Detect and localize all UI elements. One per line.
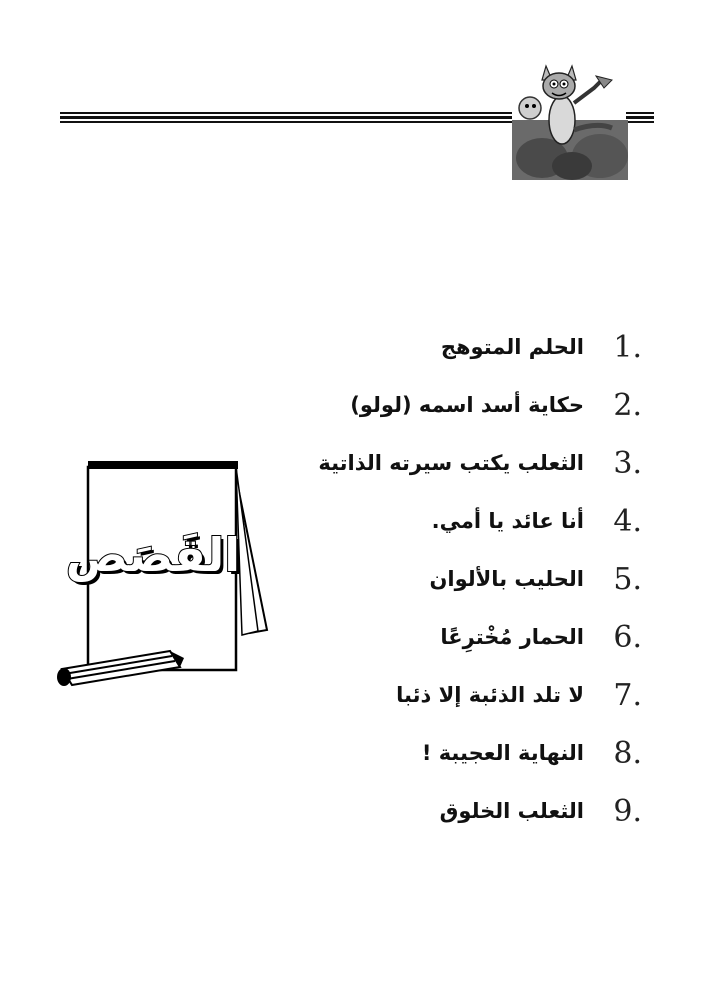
item-number: 1. [613,329,642,365]
list-item [282,608,642,666]
item-title: لا تلد الذئبة إلا ذئبا [396,683,584,707]
item-title: الحمار مُخْترِعًا [440,625,584,649]
cartoon-fox-icon [512,58,628,180]
item-number: 5. [613,561,642,597]
item-number: 2. [613,387,642,423]
list-item [282,550,642,608]
header-rule-right [626,112,654,126]
list-item [282,434,642,492]
item-number: 8. [613,735,642,771]
list-item [282,782,642,840]
item-number: 9. [613,793,642,829]
item-number: 3. [613,445,642,481]
section-title: القَصَص [65,528,240,582]
list-item [282,666,642,724]
list-item [282,724,642,782]
item-title: الحليب بالألوان [429,567,584,591]
list-item [282,318,642,376]
list-item [282,492,642,550]
item-number: 6. [613,619,642,655]
item-title: الحلم المتوهج [440,335,584,359]
item-title: الثعلب الخلوق [439,799,584,823]
item-number: 7. [613,677,642,713]
item-title: أنا عائد يا أمي. [431,509,584,533]
header-rule-left [60,112,512,126]
item-number: 4. [613,503,642,539]
item-title: النهاية العجيبة ! [421,741,584,765]
story-list [282,318,642,840]
item-title: حكاية أسد اسمه (لولو) [350,393,584,417]
item-title: الثعلب يكتب سيرته الذاتية [318,451,584,475]
list-item [282,376,642,434]
